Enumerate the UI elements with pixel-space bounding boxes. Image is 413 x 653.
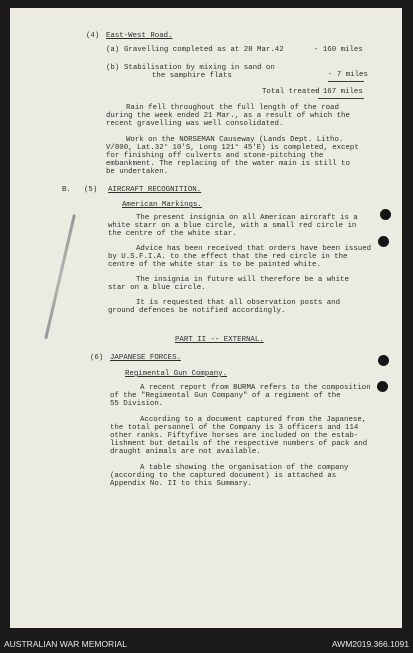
paragraph-line: Work on the NORSEMAN Causeway (Lands Dept. Litho.: [126, 136, 344, 144]
paragraph-line: by U.S.F.I.A. to the effect that the red circle in the: [108, 253, 348, 261]
paragraph-line: Appendix No. II to this Summary.: [110, 480, 252, 488]
paragraph-line: A recent report from BURMA refers to the composition: [140, 384, 371, 392]
item-label: (a): [106, 46, 120, 54]
section-number: (5): [84, 186, 98, 194]
paragraph-line: be undertaken.: [106, 168, 169, 176]
paragraph-line: the centre of the white star.: [108, 230, 237, 238]
punch-hole: [378, 355, 389, 366]
paragraph-line: recent gravelling was well consolidated.: [106, 120, 284, 128]
paragraph-line: The insignia in future will therefore be a white: [136, 276, 349, 284]
paragraph-line: for finishing off culverts and stone-pitching the: [106, 152, 324, 160]
paragraph-line: centre of the white star is to be painted white.: [108, 261, 321, 269]
section-number: (4): [86, 32, 100, 40]
total-value: - 167 miles: [314, 88, 363, 96]
paragraph-line: According to a document captured from the Japanese,: [140, 416, 367, 424]
item-text: the samphire flats: [152, 72, 232, 80]
item-text: Gravelling completed as at 28 Mar.42: [124, 46, 284, 54]
paragraph-line: 55 Division.: [110, 400, 164, 408]
document-page: [10, 8, 402, 628]
section-heading: JAPANESE FORCES.: [110, 354, 181, 362]
paragraph-line: draught animals are not available.: [110, 448, 261, 456]
pencil-mark: [44, 214, 76, 339]
punch-hole: [380, 209, 391, 220]
paragraph-line: ground defences be notified accordingly.: [108, 307, 286, 315]
punch-hole: [377, 381, 388, 392]
sum-rule: [328, 81, 364, 82]
paragraph-line: The present insignia on all American aircraft is a: [136, 214, 358, 222]
paragraph-line: It is requested that all observation posts and: [136, 299, 341, 307]
footer-institution: AUSTRALIAN WAR MEMORIAL: [4, 639, 127, 649]
item-value: - 7 miles: [328, 71, 368, 79]
paragraph-line: V/800, Lat.32° 10'S, Long 121° 45'E) is completed, except: [106, 144, 359, 152]
section-heading: AIRCRAFT RECOGNITION.: [108, 186, 202, 194]
paragraph-line: during the week ended 21 Mar., as a result of which the: [106, 112, 350, 120]
subheading: Regimental Gun Company.: [125, 370, 228, 378]
section-number: (6): [90, 354, 104, 362]
item-text: Stabilisation by mixing in sand on: [124, 64, 275, 72]
subheading: American Markings.: [122, 201, 202, 209]
section-letter: B.: [62, 186, 71, 194]
paragraph-line: lishment but details of the respective numbers of pack and: [110, 440, 368, 448]
paragraph-line: of the "Regimental Gun Company" of a regiment of the: [110, 392, 341, 400]
paragraph-line: (according to the captured document) is attached as: [110, 472, 337, 480]
paragraph-line: other ranks. Fiftyfive horses are included on the estab-: [110, 432, 359, 440]
paragraph-line: star on a blue circle.: [108, 284, 206, 292]
paragraph-line: embankment. The replacing of the water main is still to: [106, 160, 350, 168]
item-label: (b): [106, 64, 120, 72]
total-label: Total treated: [262, 88, 320, 96]
punch-hole: [378, 236, 389, 247]
footer-accession-number: AWM2019.366.1091: [331, 639, 409, 649]
paragraph-line: A table showing the organisation of the company: [140, 464, 349, 472]
footer-bar: [0, 634, 413, 653]
total-rule: [318, 98, 364, 99]
paragraph-line: Rain fell throughout the full length of the road: [126, 104, 339, 112]
item-value: - 160 miles: [314, 46, 363, 54]
part-heading: PART II -- EXTERNAL.: [175, 336, 264, 344]
paragraph-line: white starr on a blue circle, with a small red circle in: [108, 222, 357, 230]
paragraph-line: the total personnel of the Company is 3 officers and 114: [110, 424, 359, 432]
section-heading: East-West Road.: [106, 32, 173, 40]
paragraph-line: Advice has been received that orders have been issued: [136, 245, 372, 253]
